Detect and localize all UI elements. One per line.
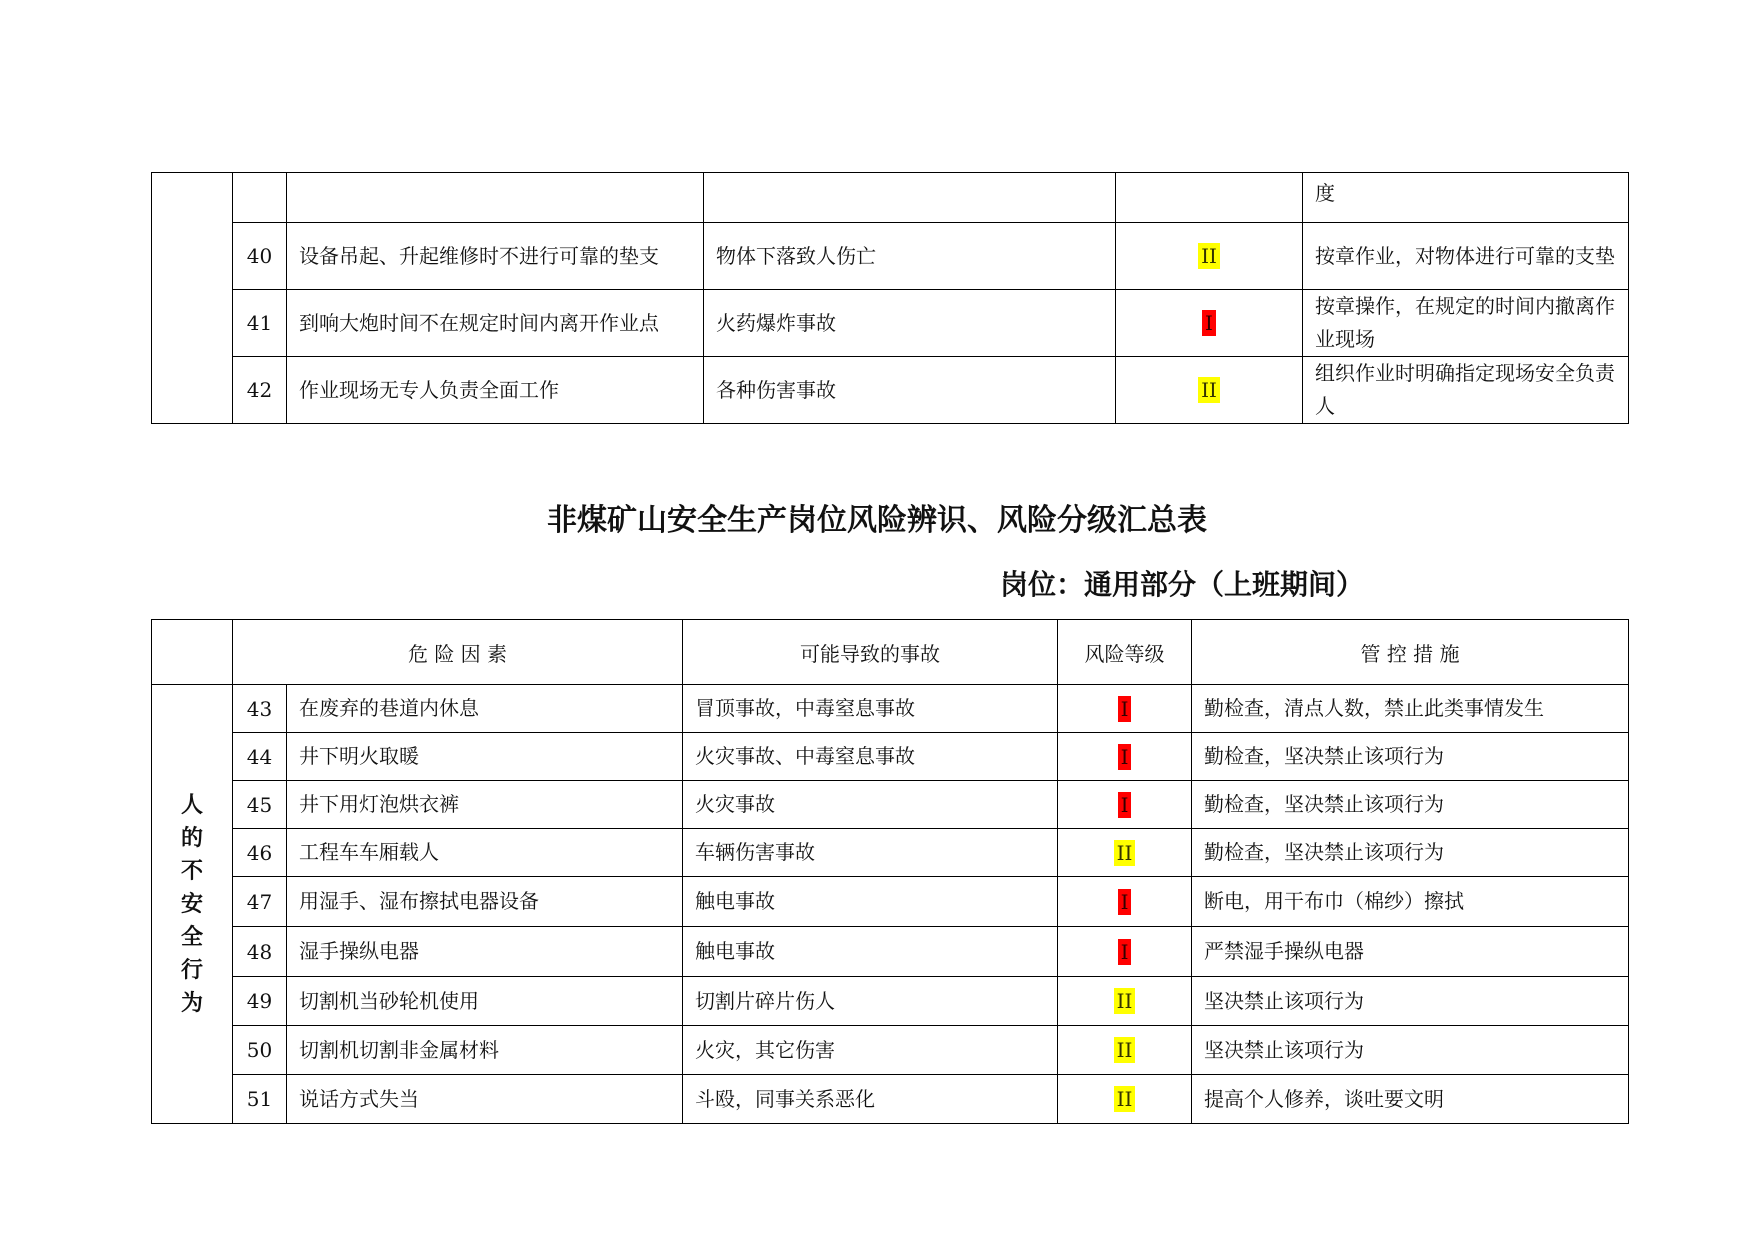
hazard-cell: 到响大炮时间不在规定时间内离开作业点 [287, 290, 704, 357]
table-header-row [152, 620, 1629, 685]
table-row [152, 877, 1629, 927]
hazard-cell: 井下明火取暖 [287, 733, 683, 781]
hazard-cell: 切割机切割非金属材料 [287, 1026, 683, 1075]
accident-cell: 各种伤害事故 [704, 357, 1116, 424]
document-title: 非煤矿山安全生产岗位风险辨识、风险分级汇总表 [547, 503, 1207, 538]
measure-cell: 严禁湿手操纵电器 [1192, 927, 1629, 977]
measure-cell: 按章操作，在规定的时间内撤离作业现场 [1303, 290, 1629, 357]
measure-cell: 勤检查，清点人数，禁止此类事情发生 [1192, 685, 1629, 733]
risk-level-badge: I [1118, 792, 1132, 818]
risk-level-badge: I [1202, 310, 1216, 336]
row-number: 50 [233, 1026, 287, 1075]
row-number: 47 [233, 877, 287, 927]
hazard-cell: 井下用灯泡烘衣裤 [287, 781, 683, 829]
hazard-cell: 湿手操纵电器 [287, 927, 683, 977]
risk-level-badge: I [1118, 744, 1132, 770]
measure-cell: 勤检查，坚决禁止该项行为 [1192, 829, 1629, 877]
table-row [152, 927, 1629, 977]
hazard-cell: 工程车车厢载人 [287, 829, 683, 877]
accident-cell: 火灾事故 [683, 781, 1058, 829]
measure-cell: 度 [1303, 173, 1629, 223]
row-number: 45 [233, 781, 287, 829]
risk-level-badge: II [1114, 988, 1136, 1014]
measure-cell: 坚决禁止该项行为 [1192, 1026, 1629, 1075]
table-row [152, 733, 1629, 781]
accident-cell: 车辆伤害事故 [683, 829, 1058, 877]
hazard-cell: 切割机当砂轮机使用 [287, 977, 683, 1026]
table-row [152, 1075, 1629, 1124]
risk-table-continued [151, 172, 1629, 424]
measure-cell: 组织作业时明确指定现场安全负责人 [1303, 357, 1629, 424]
accident-cell: 冒顶事故，中毒窒息事故 [683, 685, 1058, 733]
accident-cell: 火药爆炸事故 [704, 290, 1116, 357]
measure-cell: 提高个人修养，谈吐要文明 [1192, 1075, 1629, 1124]
position-subtitle: 岗位：通用部分（上班期间） [1000, 568, 1365, 601]
row-number: 51 [233, 1075, 287, 1124]
hazard-cell: 作业现场无专人负责全面工作 [287, 357, 704, 424]
measure-cell: 断电，用干布巾（棉纱）擦拭 [1192, 877, 1629, 927]
accident-cell: 物体下落致人伤亡 [704, 223, 1116, 290]
table-row [152, 357, 1629, 424]
risk-level-badge: II [1114, 1086, 1136, 1112]
risk-summary-table [151, 619, 1629, 1124]
table-row [152, 173, 1629, 223]
table-row [152, 685, 1629, 733]
category-cell [152, 173, 233, 424]
table-row [152, 1026, 1629, 1075]
measure-cell: 坚决禁止该项行为 [1192, 977, 1629, 1026]
accident-cell: 触电事故 [683, 877, 1058, 927]
header-risk-level: 风险等级 [1058, 620, 1192, 685]
row-number: 41 [233, 290, 287, 357]
row-number: 42 [233, 357, 287, 424]
hazard-cell: 用湿手、湿布擦拭电器设备 [287, 877, 683, 927]
risk-level-badge: II [1198, 377, 1220, 403]
accident-cell: 火灾事故、中毒窒息事故 [683, 733, 1058, 781]
table-row [152, 781, 1629, 829]
measure-cell: 按章作业，对物体进行可靠的支垫 [1303, 223, 1629, 290]
row-number: 46 [233, 829, 287, 877]
measure-cell: 勤检查，坚决禁止该项行为 [1192, 733, 1629, 781]
header-accident: 可能导致的事故 [683, 620, 1058, 685]
measure-cell: 勤检查，坚决禁止该项行为 [1192, 781, 1629, 829]
hazard-cell: 设备吊起、升起维修时不进行可靠的垫支 [287, 223, 704, 290]
hazard-cell: 说话方式失当 [287, 1075, 683, 1124]
table-row [152, 290, 1629, 357]
table-row [152, 829, 1629, 877]
accident-cell: 切割片碎片伤人 [683, 977, 1058, 1026]
table-row [152, 977, 1629, 1026]
risk-level-badge: I [1118, 939, 1132, 965]
table-row [152, 223, 1629, 290]
risk-level-badge: II [1198, 243, 1220, 269]
risk-level-badge: II [1114, 840, 1136, 866]
risk-level-badge: II [1114, 1037, 1136, 1063]
category-cell: 人 的 不 安 全 行 为 [152, 685, 233, 1124]
row-number: 40 [233, 223, 287, 290]
row-number: 44 [233, 733, 287, 781]
risk-level-badge: I [1118, 889, 1132, 915]
risk-level-badge: I [1118, 696, 1132, 722]
row-number: 48 [233, 927, 287, 977]
hazard-cell: 在废弃的巷道内休息 [287, 685, 683, 733]
row-number: 43 [233, 685, 287, 733]
accident-cell: 触电事故 [683, 927, 1058, 977]
header-measure: 管 控 措 施 [1192, 620, 1629, 685]
accident-cell: 斗殴，同事关系恶化 [683, 1075, 1058, 1124]
accident-cell: 火灾，其它伤害 [683, 1026, 1058, 1075]
row-number: 49 [233, 977, 287, 1026]
header-hazard: 危 险 因 素 [233, 620, 683, 685]
